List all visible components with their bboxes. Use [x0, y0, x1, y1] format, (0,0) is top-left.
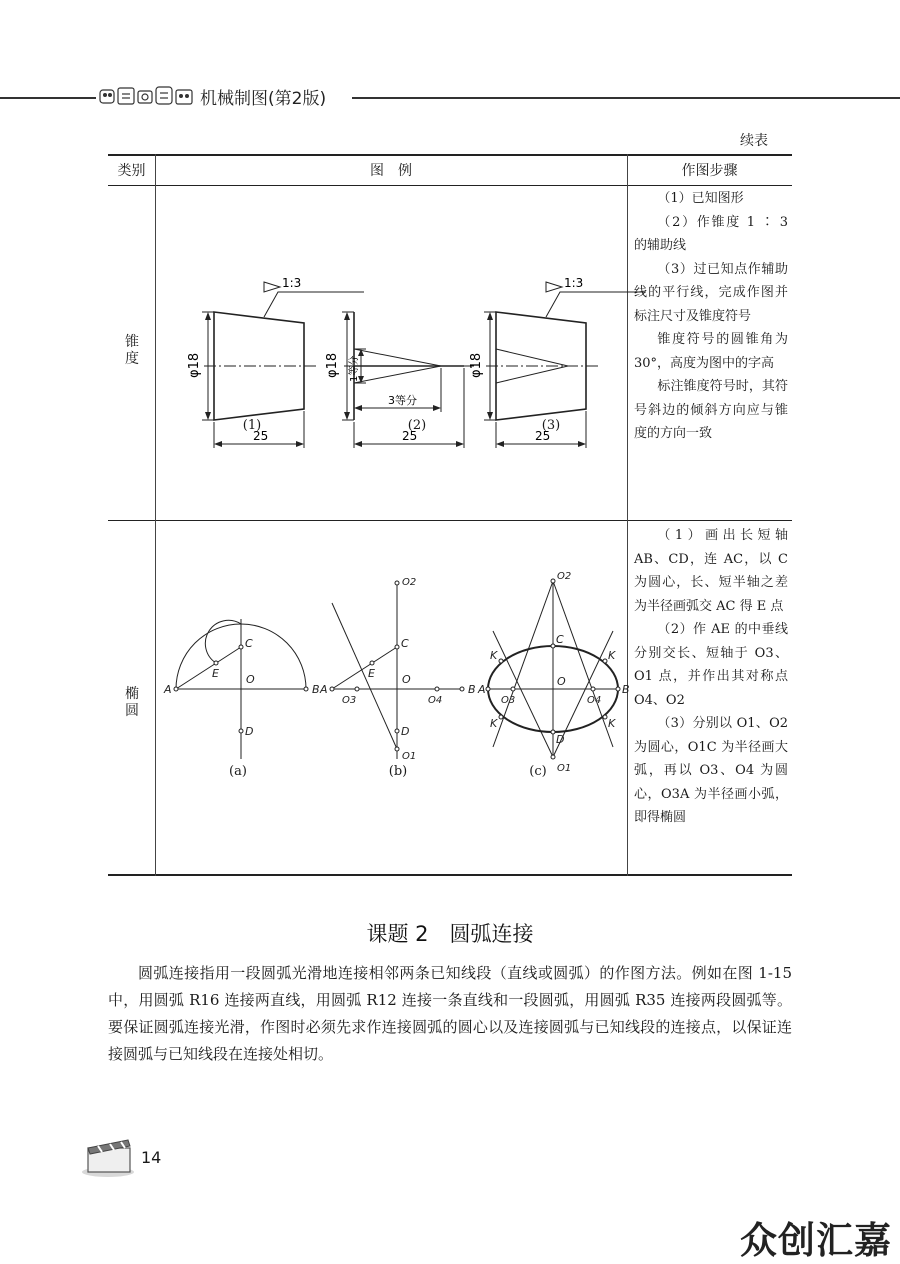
watermark: 众创汇嘉	[740, 1219, 892, 1262]
header-rule-left	[0, 97, 96, 99]
dim-text-length-2: 25	[402, 429, 418, 443]
aux-line-upper-2	[354, 349, 441, 366]
point-label-d: D	[245, 725, 254, 738]
point-label-b: B	[622, 683, 630, 696]
point-label-b: B	[468, 683, 476, 696]
aux-line-upper-3	[496, 349, 568, 366]
dim-text-length-1: 25	[253, 429, 269, 443]
dim-text-diameter-3: φ18	[469, 352, 484, 378]
point-label-o4: O4	[587, 695, 602, 706]
center-line-c	[553, 581, 613, 747]
point-label-o3: O3	[501, 695, 516, 706]
chord-ac-b	[332, 647, 397, 689]
point-label-o: O	[557, 675, 566, 688]
table-top-rule	[108, 154, 792, 156]
taper-figures	[156, 186, 626, 520]
ellipse-step: （2）作 AE 的中垂线分别交长、短轴于 O3、O1 点，并作出其对称点 O4、O2	[634, 622, 788, 708]
point-label-a: A	[478, 683, 486, 696]
point-label-d: D	[401, 725, 410, 738]
figure-caption-c: (c)	[529, 764, 547, 779]
section-title: 课题 2 圆弧连接	[366, 922, 534, 946]
row-category-taper: 锥度	[125, 334, 139, 367]
point-label-k: K	[608, 649, 616, 662]
dim-text-three-parts-2: 3等分	[388, 394, 417, 407]
point-label-a: A	[320, 683, 328, 696]
center-line-c	[493, 581, 553, 747]
point-label-o4: O4	[428, 695, 443, 706]
column-header-category: 类别	[117, 163, 146, 179]
figure-caption-a: (a)	[229, 764, 247, 779]
row-category-ellipse: 椭圆	[125, 686, 139, 719]
clapperboard-icon	[80, 1132, 136, 1178]
ellipse-step: （1）画出长短轴 AB、CD，连 AC，以 C 为圆心，长、短半轴之差为半径画弧交 AC 得 E 点	[634, 528, 788, 614]
perpendicular-bisector-b	[332, 603, 397, 749]
dim-text-diameter-2: φ18	[325, 352, 340, 378]
point-label-d: D	[556, 733, 565, 746]
section-paragraph: 圆弧连接指用一段圆弧光滑地连接相邻两条已知线段（直线或圆弧）的作图方法。例如在图 1-15 中，用圆弧 R16 连接两直线，用圆弧 R12 连接一条直线和一段圆弧，用圆弧 R35 连接两段圆弧等。要保证圆弧连接光滑，作图时必须先求作连接圆弧的圆心以及连接圆弧与已知线段的连接点，以保证连接圆弧与已知线段在连接处相切。	[108, 964, 792, 1063]
point-label-o1: O1	[402, 751, 417, 762]
taper-step: 锥度符号的圆锥角为 30°，高度为图中的字高	[634, 332, 788, 371]
point-label-o: O	[246, 673, 255, 686]
point-label-o3: O3	[342, 695, 357, 706]
figure-caption-2: (2)	[407, 418, 427, 433]
cartoon-characters-icon	[98, 84, 194, 108]
method-table	[108, 154, 792, 876]
point-label-k: K	[608, 717, 616, 730]
taper-symbol-3	[546, 282, 562, 292]
table-bottom-rule	[108, 874, 792, 876]
page-number: 14	[141, 1148, 162, 1167]
taper-ratio-1: 1:3	[282, 276, 302, 290]
taper-step: （1）已知图形	[657, 191, 744, 206]
point-label-c: C	[245, 637, 253, 650]
taper-symbol-1	[264, 282, 280, 292]
taper-step: 标注锥度符号时，其符号斜边的倾斜方向应与锥度的方向一致	[634, 379, 788, 441]
taper-steps	[634, 187, 788, 446]
taper-ratio-3: 1:3	[564, 276, 584, 290]
continued-label: 续表	[740, 133, 768, 149]
point-label-a: A	[164, 683, 172, 696]
taper-leader-3	[546, 292, 646, 317]
dim-text-length-3: 25	[535, 429, 551, 443]
chord-ac-a	[176, 647, 241, 689]
dim-text-diameter-1: φ18	[187, 352, 202, 378]
ellipse-step: （3）分别以 O1、O2 为圆心，O1C 为半径画大弧，再以 O3、O4 为圆心，O3A 为半径画小弧，即得椭圆	[634, 716, 788, 825]
point-label-c: C	[556, 633, 564, 646]
aux-line-lower-3	[496, 366, 568, 383]
point-label-o2: O2	[402, 577, 417, 588]
figure-caption-3: (3)	[541, 418, 561, 433]
point-label-e: E	[212, 667, 219, 680]
figure-caption-b: (b)	[388, 764, 408, 779]
taper-step: （3）过已知点作辅助线的平行线，完成作图并标注尺寸及锥度符号	[634, 261, 788, 324]
book-title: 机械制图(第2版)	[200, 89, 327, 109]
point-label-o: O	[402, 673, 411, 686]
point-label-o2: O2	[557, 571, 572, 582]
point-label-c: C	[401, 637, 409, 650]
column-header-steps: 作图步骤	[681, 163, 738, 179]
ellipse-steps	[634, 524, 788, 830]
table-col-divider	[627, 154, 628, 876]
point-label-k: K	[490, 649, 498, 662]
point-label-o1: O1	[557, 763, 572, 774]
header-rule-right	[352, 97, 900, 99]
ellipse-figures	[156, 521, 630, 874]
figure-caption-1: (1)	[242, 418, 262, 433]
taper-leader-1	[264, 292, 364, 317]
point-label-b: B	[312, 683, 320, 696]
point-label-e: E	[368, 667, 375, 680]
point-label-k: K	[490, 717, 498, 730]
dim-text-one-part-2: 1等分	[349, 355, 360, 382]
aux-line-lower-2	[354, 366, 441, 383]
taper-step: （2）作锥度 1 ∶ 3 的辅助线	[634, 214, 788, 253]
column-header-figure: 图 例	[370, 163, 412, 179]
